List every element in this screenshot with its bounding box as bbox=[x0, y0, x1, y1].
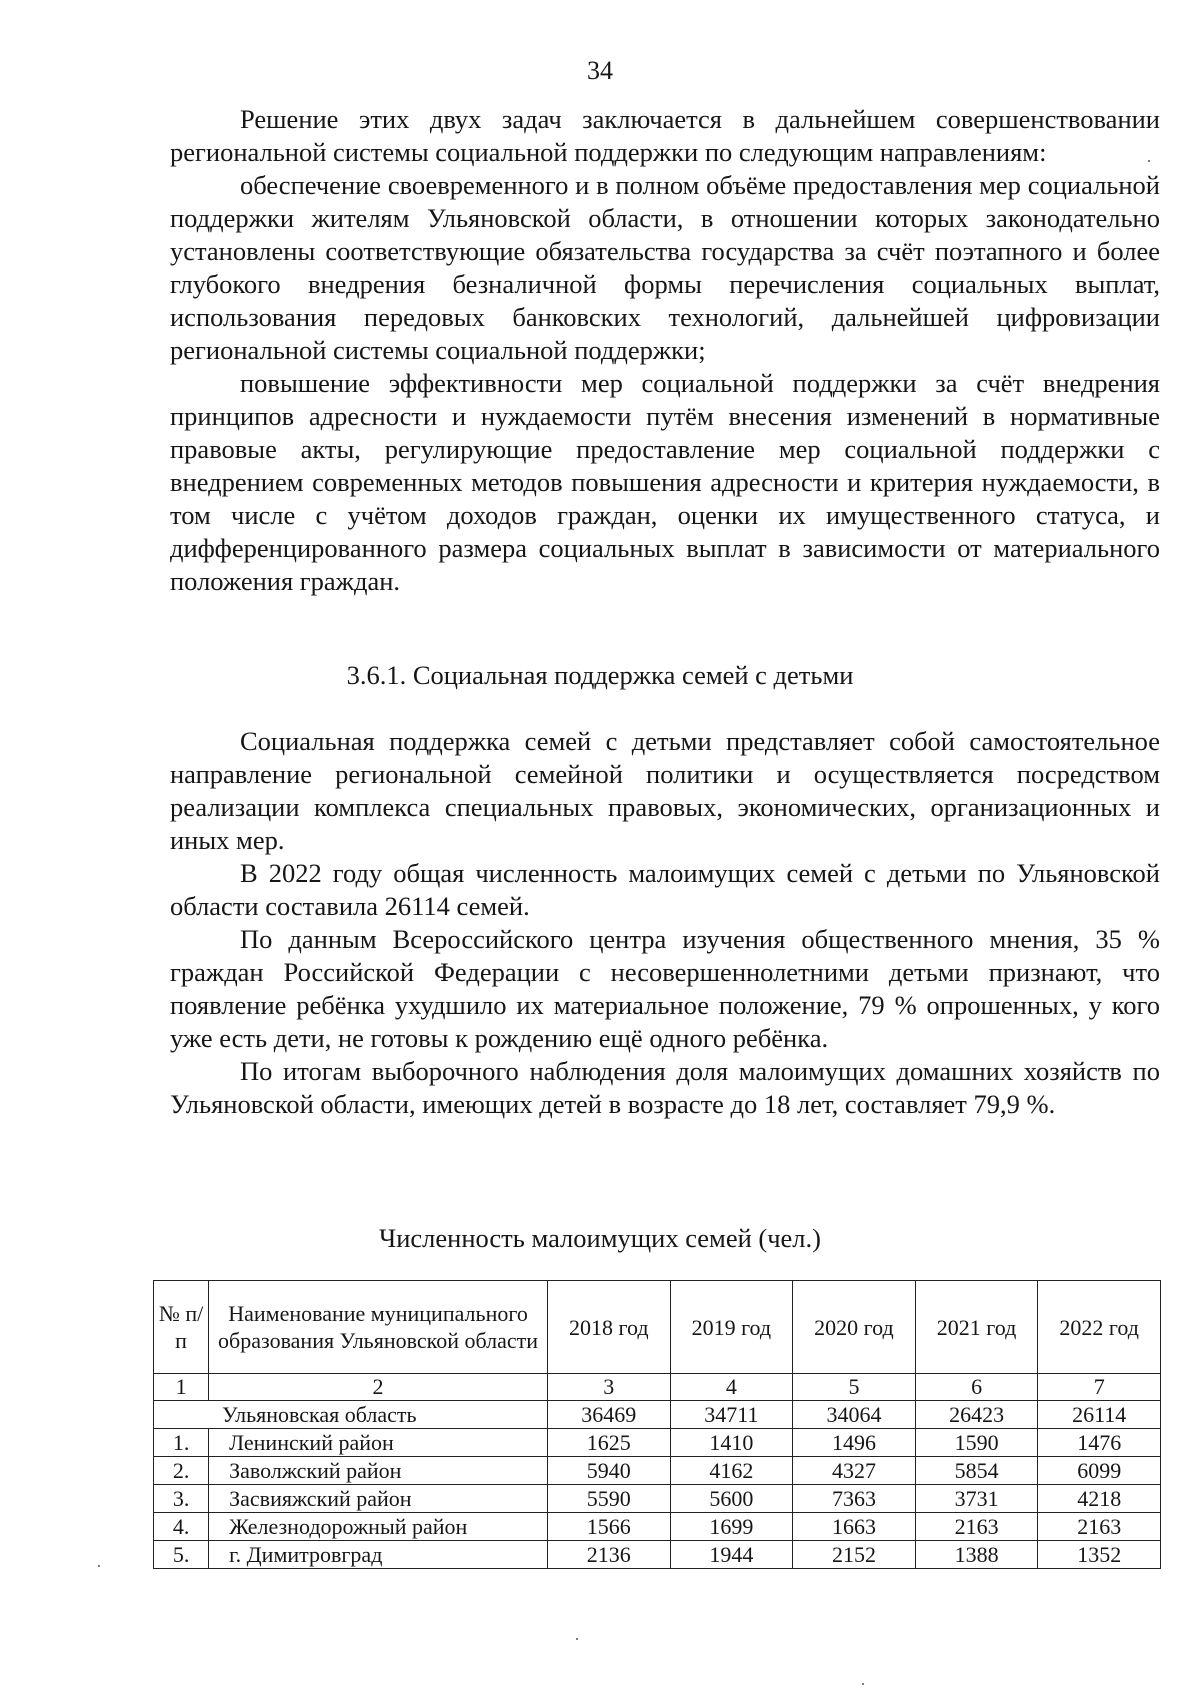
table-cell: 4218 bbox=[1038, 1485, 1161, 1513]
paragraph: повышение эффективности мер социальной поддержки за счёт внедрения принципов адресности и нуждаемости путём внесения изменений в нормативные правовые акты, регулирующие предоставление мер социальной поддержки с внедрением современных методов повышения адресности и критерия нуждаемости, в том числе с учётом доходов граждан, оценки их имущественного статуса, и дифференцированного размера социальных выплат в зависимости от материального положения граждан. bbox=[170, 368, 1160, 596]
table-cell: 1944 bbox=[670, 1541, 793, 1569]
table-cell: 1410 bbox=[670, 1429, 793, 1457]
paragraph: По данным Всероссийского центра изучения общественного мнения, 35 % граждан Российской Федерации с несовершеннолетними детьми признают, что появление ребёнка ухудшило их материальное положение, 79 % опрошенных, у кого уже есть дети, не готовы к рождению ещё одного ребёнка. bbox=[170, 924, 1160, 1053]
row-name: Засвияжский район bbox=[209, 1485, 548, 1513]
header-2020: 2020 год bbox=[793, 1281, 916, 1374]
row-name: Железнодорожный район bbox=[209, 1513, 548, 1541]
row-name: Заволжский район bbox=[209, 1457, 548, 1485]
table-row bbox=[154, 1457, 1161, 1485]
column-number: 3 bbox=[547, 1374, 670, 1401]
header-municipality: Наименование муниципального образования Ульяновской области bbox=[209, 1281, 548, 1374]
row-name: г. Димитровград bbox=[209, 1541, 548, 1569]
paragraph: обеспечение своевременного и в полном объёме предоставления мер социальной поддержки жителям Ульяновской области, в отношении которых законодательно установлены соответствующие обязательства государства за счёт поэтапного и более глубокого внедрения безналичной формы перечисления социальных выплат, использования передовых банковских технологий, дальнейшей цифровизации региональной системы социальной поддержки; bbox=[170, 170, 1160, 365]
table-cell: 1590 bbox=[915, 1429, 1038, 1457]
table-cell: 34064 bbox=[793, 1401, 916, 1429]
row-number: 5. bbox=[154, 1541, 209, 1569]
table-cell: 3731 bbox=[915, 1485, 1038, 1513]
row-number: 3. bbox=[154, 1485, 209, 1513]
scan-speck bbox=[1148, 160, 1150, 162]
total-row bbox=[154, 1401, 1161, 1429]
table-cell: 26423 bbox=[915, 1401, 1038, 1429]
table-row bbox=[154, 1513, 1161, 1541]
table-cell: 5940 bbox=[547, 1457, 670, 1485]
table-cell: 2136 bbox=[547, 1541, 670, 1569]
scan-speck bbox=[862, 1683, 864, 1685]
paragraph: В 2022 году общая численность малоимущих семей с детьми по Ульяновской области составила 26114 семей. bbox=[170, 858, 1160, 921]
table-row bbox=[154, 1429, 1161, 1457]
scan-speck bbox=[98, 1565, 100, 1567]
table-cell: 1625 bbox=[547, 1429, 670, 1457]
total-row-name: Ульяновская область bbox=[154, 1401, 548, 1429]
column-number: 4 bbox=[670, 1374, 793, 1401]
table-cell: 5854 bbox=[915, 1457, 1038, 1485]
column-number: 2 bbox=[209, 1374, 548, 1401]
section-text-block bbox=[170, 725, 1160, 1121]
poor-families-table bbox=[153, 1280, 1161, 1569]
table-title: Численность малоимущих семей (чел.) bbox=[379, 1223, 821, 1253]
column-number: 1 bbox=[154, 1374, 209, 1401]
table-cell: 2163 bbox=[1038, 1513, 1161, 1541]
table-cell: 1663 bbox=[793, 1513, 916, 1541]
row-number: 4. bbox=[154, 1513, 209, 1541]
table-cell: 1388 bbox=[915, 1541, 1038, 1569]
intro-text-block bbox=[170, 103, 1160, 598]
header-2019: 2019 год bbox=[670, 1281, 793, 1374]
header-2018: 2018 год bbox=[547, 1281, 670, 1374]
table-cell: 5590 bbox=[547, 1485, 670, 1513]
table-header-row bbox=[154, 1281, 1161, 1374]
column-number: 5 bbox=[793, 1374, 916, 1401]
header-2021: 2021 год bbox=[915, 1281, 1038, 1374]
table-cell: 1566 bbox=[547, 1513, 670, 1541]
table-cell: 4327 bbox=[793, 1457, 916, 1485]
table-row bbox=[154, 1541, 1161, 1569]
header-2022: 2022 год bbox=[1038, 1281, 1161, 1374]
table-cell: 4162 bbox=[670, 1457, 793, 1485]
table-cell: 34711 bbox=[670, 1401, 793, 1429]
row-number: 1. bbox=[154, 1429, 209, 1457]
table-cell: 1352 bbox=[1038, 1541, 1161, 1569]
section-heading: 3.6.1. Социальная поддержка семей с детьми bbox=[346, 660, 854, 690]
row-name: Ленинский район bbox=[209, 1429, 548, 1457]
table-cell: 2152 bbox=[793, 1541, 916, 1569]
table-cell: 2163 bbox=[915, 1513, 1038, 1541]
table-cell: 1476 bbox=[1038, 1429, 1161, 1457]
row-number: 2. bbox=[154, 1457, 209, 1485]
paragraph: По итогам выборочного наблюдения доля малоимущих домашних хозяйств по Ульяновской области, имеющих детей в возрасте до 18 лет, составляет 79,9 %. bbox=[170, 1056, 1160, 1119]
table-row bbox=[154, 1485, 1161, 1513]
column-number: 7 bbox=[1038, 1374, 1161, 1401]
table-cell: 1699 bbox=[670, 1513, 793, 1541]
scan-speck bbox=[576, 1638, 578, 1640]
column-number: 6 bbox=[915, 1374, 1038, 1401]
paragraph: Социальная поддержка семей с детьми представляет собой самостоятельное направление региональной семейной политики и осуществляется посредством реализации комплекса специальных правовых, экономических, организационных и иных мер. bbox=[170, 726, 1160, 855]
table-cell: 26114 bbox=[1038, 1401, 1161, 1429]
table-cell: 36469 bbox=[547, 1401, 670, 1429]
table-cell: 1496 bbox=[793, 1429, 916, 1457]
page-number: 34 bbox=[587, 56, 613, 85]
table-cell: 5600 bbox=[670, 1485, 793, 1513]
column-numbers-row bbox=[154, 1374, 1161, 1401]
paragraph: Решение этих двух задач заключается в дальнейшем совершенствовании региональной системы социальной поддержки по следующим направлениям: bbox=[170, 104, 1160, 167]
header-number: № п/п bbox=[154, 1281, 209, 1374]
table-cell: 6099 bbox=[1038, 1457, 1161, 1485]
table-cell: 7363 bbox=[793, 1485, 916, 1513]
